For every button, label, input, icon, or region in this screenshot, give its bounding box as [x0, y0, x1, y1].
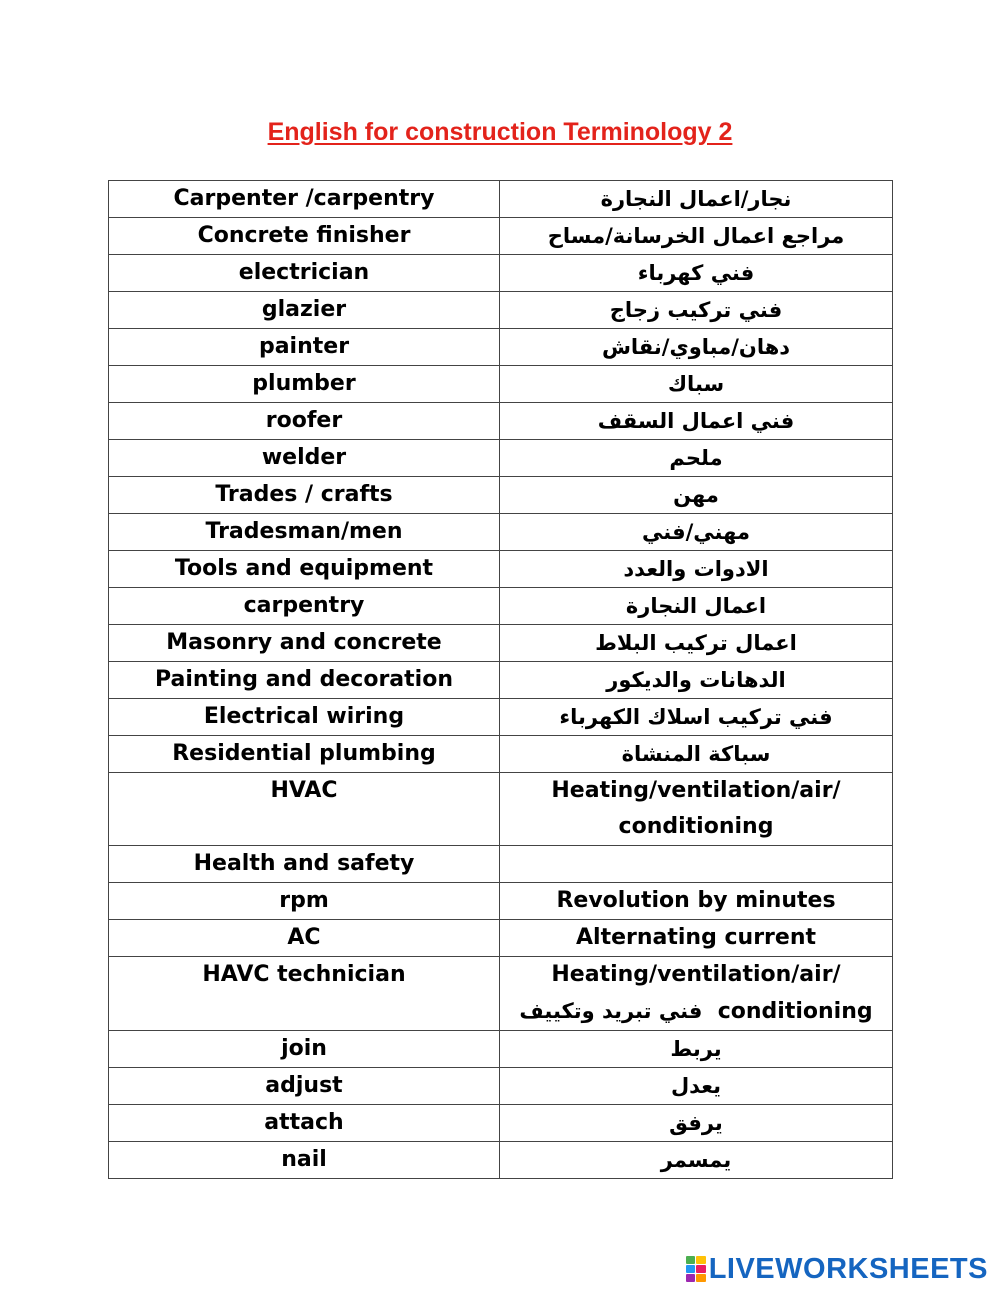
translation: Revolution by minutes [500, 883, 893, 920]
english-term: carpentry [109, 588, 500, 625]
table-row [109, 181, 893, 218]
table-row [109, 1142, 893, 1179]
translation [500, 957, 893, 1031]
english-term: HVAC [109, 773, 500, 846]
translation: فني تركيب زجاج [500, 292, 893, 329]
liveworksheets-brand[interactable] [686, 1254, 988, 1284]
table-row [109, 883, 893, 920]
table-row [109, 440, 893, 477]
table-row [109, 292, 893, 329]
translation [500, 773, 893, 846]
table-row [109, 625, 893, 662]
english-term: welder [109, 440, 500, 477]
translation: اعمال النجارة [500, 588, 893, 625]
translation: دهان/مباوي/نقاش [500, 329, 893, 366]
translation: يمسمر [500, 1142, 893, 1179]
translation: ملحم [500, 440, 893, 477]
english-term: painter [109, 329, 500, 366]
english-term: roofer [109, 403, 500, 440]
translation: نجار/اعمال النجارة [500, 181, 893, 218]
table-row [109, 736, 893, 773]
table-row [109, 551, 893, 588]
table-row [109, 957, 893, 1031]
table-row [109, 514, 893, 551]
english-term: Health and safety [109, 846, 500, 883]
translation-line: Heating/ventilation/air/ [551, 962, 841, 987]
translation: فني اعمال السقف [500, 403, 893, 440]
translation-english: conditioning [717, 999, 873, 1024]
english-term: attach [109, 1105, 500, 1142]
table-row [109, 846, 893, 883]
table-row [109, 1068, 893, 1105]
table-row [109, 366, 893, 403]
liveworksheets-logo-icon [686, 1256, 706, 1282]
english-term: Trades / crafts [109, 477, 500, 514]
translation: مراجع اعمال الخرسانة/مساح [500, 218, 893, 255]
english-term: Residential plumbing [109, 736, 500, 773]
table-row [109, 920, 893, 957]
translation: Alternating current [500, 920, 893, 957]
translation: فني تركيب اسلاك الكهرباء [500, 699, 893, 736]
translation-line: conditioning [618, 814, 774, 839]
table-row [109, 329, 893, 366]
translation: سباكة المنشاة [500, 736, 893, 773]
english-term: Painting and decoration [109, 662, 500, 699]
table-row [109, 699, 893, 736]
english-term: plumber [109, 366, 500, 403]
english-term: adjust [109, 1068, 500, 1105]
english-term: Electrical wiring [109, 699, 500, 736]
table-row [109, 218, 893, 255]
table-row [109, 662, 893, 699]
translation: فني كهرباء [500, 255, 893, 292]
table-row [109, 773, 893, 846]
translation: الادوات والعدد [500, 551, 893, 588]
table-row [109, 1105, 893, 1142]
translation: سباك [500, 366, 893, 403]
english-term: Concrete finisher [109, 218, 500, 255]
translation-line: Heating/ventilation/air/ [551, 778, 841, 803]
translation-arabic: فني تبريد وتكييف [519, 999, 703, 1023]
english-term: join [109, 1031, 500, 1068]
english-term: HAVC technician [109, 957, 500, 1031]
english-term: AC [109, 920, 500, 957]
page-title: English for construction Terminology 2 [267, 118, 733, 146]
english-term: Carpenter /carpentry [109, 181, 500, 218]
translation-line [506, 993, 886, 1030]
english-term: rpm [109, 883, 500, 920]
table-row [109, 255, 893, 292]
english-term: glazier [109, 292, 500, 329]
brand-name: LIVEWORKSHEETS [708, 1253, 988, 1285]
terminology-table [108, 180, 893, 1179]
table-row [109, 477, 893, 514]
translation: يعدل [500, 1068, 893, 1105]
english-term: electrician [109, 255, 500, 292]
translation: مهن [500, 477, 893, 514]
english-term: Tools and equipment [109, 551, 500, 588]
table-row [109, 1031, 893, 1068]
table-row [109, 588, 893, 625]
translation: الدهانات والديكور [500, 662, 893, 699]
translation: يرفق [500, 1105, 893, 1142]
table-row [109, 403, 893, 440]
translation [500, 846, 893, 883]
translation: اعمال تركيب البلاط [500, 625, 893, 662]
english-term: Masonry and concrete [109, 625, 500, 662]
english-term: nail [109, 1142, 500, 1179]
translation: يربط [500, 1031, 893, 1068]
translation: مهني/فني [500, 514, 893, 551]
english-term: Tradesman/men [109, 514, 500, 551]
